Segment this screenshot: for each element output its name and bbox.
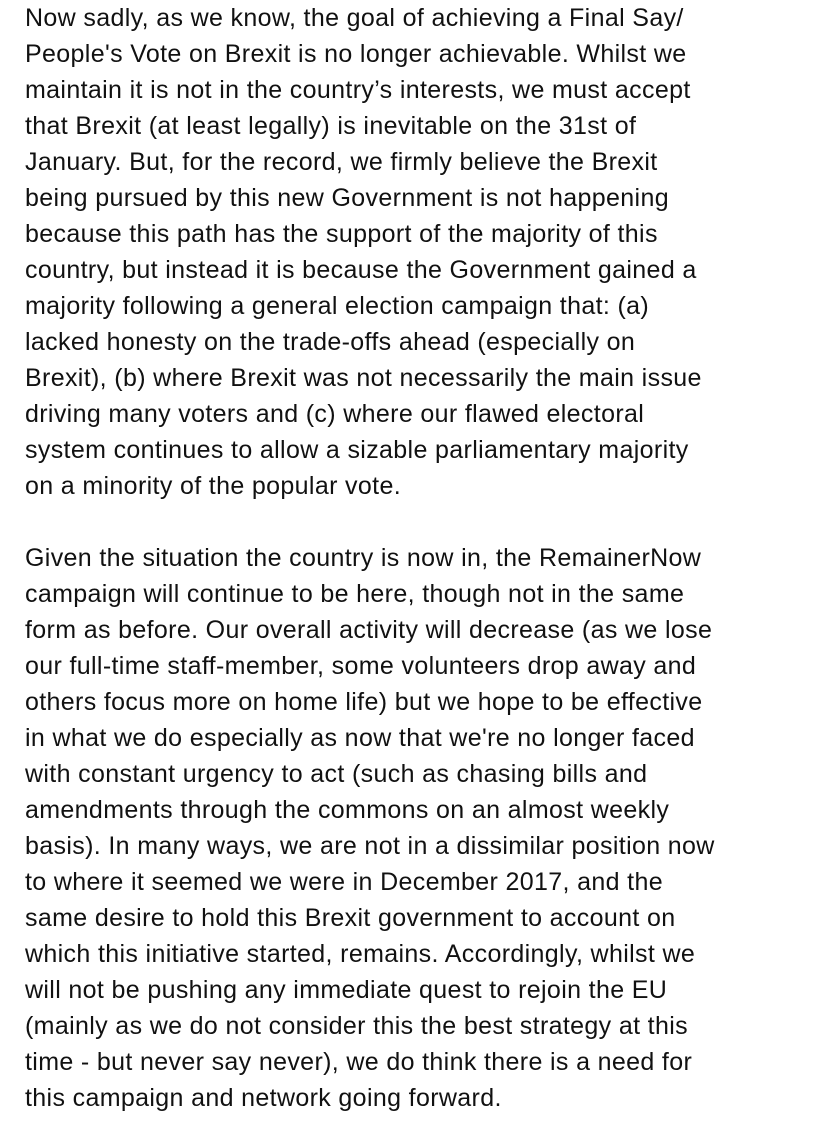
text-line: (mainly as we do not consider this the best strategy at this (25, 1012, 688, 1040)
text-line: country, but instead it is because the Government gained a (25, 256, 697, 284)
text-line: form as before. Our overall activity will decrease (as we lose (25, 616, 713, 644)
text-line: People's Vote on Brexit is no longer achievable. Whilst we (25, 40, 687, 68)
paragraph-campaign-future (25, 540, 715, 1116)
text-line: with constant urgency to act (such as chasing bills and (25, 760, 648, 788)
paragraph-brexit-outcome (25, 0, 702, 504)
text-line: will not be pushing any immediate quest to rejoin the EU (25, 976, 668, 1004)
text-line: driving many voters and (c) where our flawed electoral (25, 400, 645, 428)
text-line: because this path has the support of the majority of this (25, 220, 658, 248)
text-line: amendments through the commons on an almost weekly (25, 796, 670, 824)
text-line: time - but never say never), we do think there is a need for (25, 1048, 693, 1076)
text-line: Given the situation the country is now in, the RemainerNow (25, 544, 702, 572)
text-line: to where it seemed we were in December 2017, and the (25, 868, 663, 896)
text-line: system continues to allow a sizable parliamentary majority (25, 436, 689, 464)
text-line: this campaign and network going forward. (25, 1084, 502, 1112)
text-line: others focus more on home life) but we hope to be effective (25, 688, 703, 716)
text-line: that Brexit (at least legally) is inevitable on the 31st of (25, 112, 637, 140)
text-line: on a minority of the popular vote. (25, 472, 401, 500)
text-line: our full-time staff-member, some volunteers drop away and (25, 652, 697, 680)
text-line: same desire to hold this Brexit government to account on (25, 904, 676, 932)
text-line: majority following a general election campaign that: (a) (25, 292, 650, 320)
text-line: campaign will continue to be here, though not in the same (25, 580, 685, 608)
text-line: Brexit), (b) where Brexit was not necessarily the main issue (25, 364, 702, 392)
text-line: in what we do especially as now that we're no longer faced (25, 724, 695, 752)
text-line: basis). In many ways, we are not in a dissimilar position now (25, 832, 715, 860)
text-line: which this initiative started, remains. Accordingly, whilst we (25, 940, 696, 968)
text-line: lacked honesty on the trade-offs ahead (especially on (25, 328, 636, 356)
text-line: Now sadly, as we know, the goal of achieving a Final Say/ (25, 4, 684, 32)
text-line: January. But, for the record, we firmly believe the Brexit (25, 148, 658, 176)
text-line: being pursued by this new Government is not happening (25, 184, 669, 212)
text-line: maintain it is not in the country’s interests, we must accept (25, 76, 691, 104)
